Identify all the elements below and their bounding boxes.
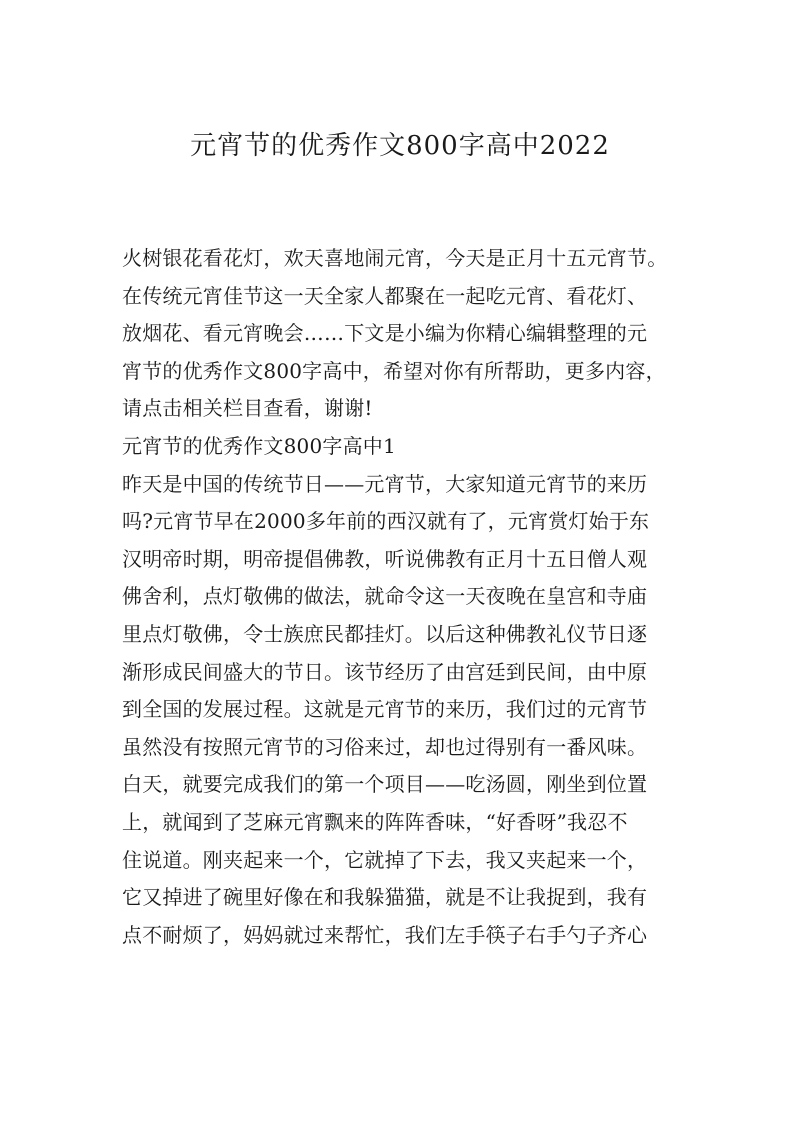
body-line: 放烟花、看元宵晚会……下文是小编为你精心编辑整理的元 [122,321,648,346]
document-title: 元宵节的优秀作文800字高中2022 [190,131,610,161]
body-line: 请点击相关栏目查看，谢谢! [122,396,373,421]
body-line: 渐形成民间盛大的节日。该节经历了由宫廷到民间，由中原 [122,659,648,684]
body-line: 上，就闻到了芝麻元宵飘来的阵阵香味，“好香呀”我忍不 [122,809,628,834]
body-line: 在传统元宵佳节这一天全家人都聚在一起吃元宵、看花灯、 [122,283,648,308]
body-line: 吗?元宵节早在2000多年前的西汉就有了，元宵赏灯始于东 [122,509,650,534]
body-line: 里点灯敬佛，令士族庶民都挂灯。以后这种佛教礼仪节日逐 [122,621,648,646]
body-line: 它又掉进了碗里好像在和我躲猫猫，就是不让我捉到，我有 [122,885,648,910]
body-line: 虽然没有按照元宵节的习俗来过，却也过得别有一番风味。 [122,734,648,759]
body-line: 住说道。刚夹起来一个，它就掉了下去，我又夹起来一个， [122,847,648,872]
body-line: 佛舍利，点灯敬佛的做法，就命令这一天夜晚在皇宫和寺庙 [122,584,648,609]
body-line: 到全国的发展过程。这就是元宵节的来历，我们过的元宵节 [122,697,648,722]
body-line: 火树银花看花灯，欢天喜地闹元宵，今天是正月十五元宵节。 [122,246,668,270]
document-body [122,240,690,954]
body-line: 汉明帝时期，明帝提倡佛教，听说佛教有正月十五日僧人观 [122,546,648,571]
body-line: 宵节的优秀作文800字高中，希望对你有所帮助，更多内容， [122,358,666,383]
body-line: 白天，就要完成我们的第一个项目——吃汤圆，刚坐到位置 [122,772,648,797]
body-line: 点不耐烦了，妈妈就过来帮忙，我们左手筷子右手勺子齐心 [122,922,648,947]
section-heading: 元宵节的优秀作文800字高中1 [122,433,396,458]
body-line: 昨天是中国的传统节日——元宵节，大家知道元宵节的来历 [122,471,648,496]
